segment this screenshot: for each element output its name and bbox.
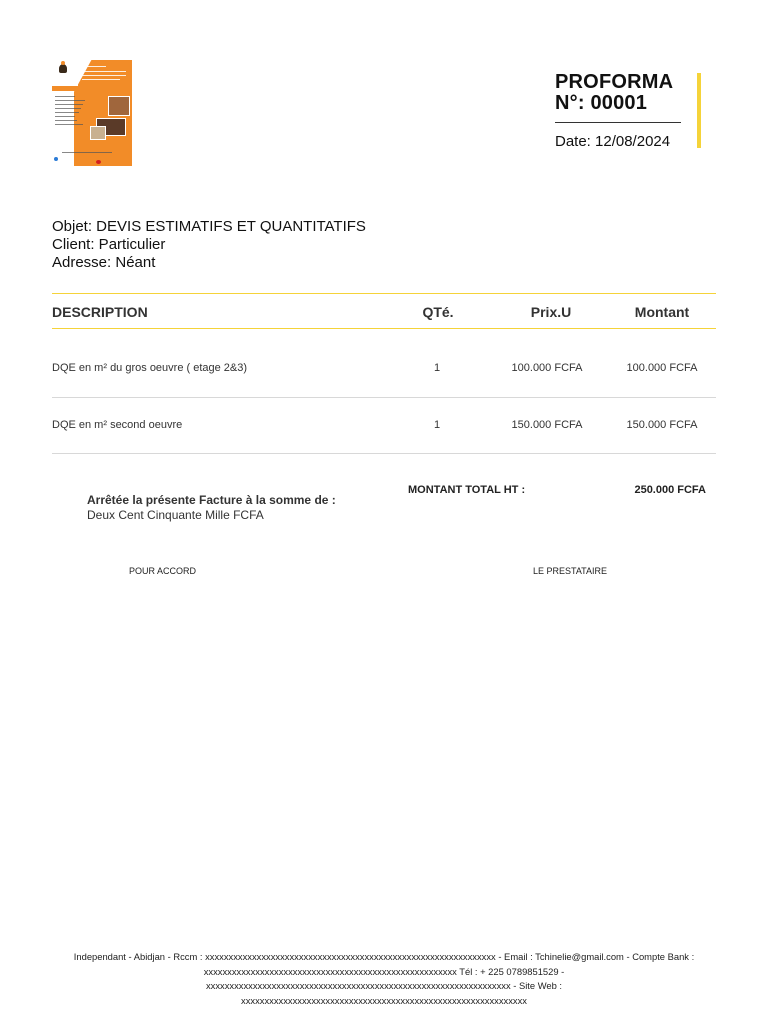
objet-line: Objet: DEVIS ESTIMATIFS ET QUANTITATIFS [52,218,366,235]
footer-line: xxxxxxxxxxxxxxxxxxxxxxxxxxxxxxxxxxxxxxxxxxxxxxxxxxxxxxxxxxxxxxxxx - Site Web : [205,980,563,991]
table-row [52,329,716,398]
footer-line: xxxxxxxxxxxxxxxxxxxxxxxxxxxxxxxxxxxxxxxxxxxxxxxxxxxxxx Tél : + 225 0789851529 - [203,965,565,977]
arrete-label: Arrêtée la présente Facture à la somme de : [87,493,336,507]
amount-in-words [87,493,336,523]
adresse-line: Adresse: Néant [52,254,156,271]
page-footer [52,950,716,1008]
row-qty: 1 [433,362,441,374]
row-description: DQE en m² second oeuvre [52,419,183,431]
document-title: PROFORMA [555,71,674,93]
document-info [52,218,366,272]
signature-provider: LE PRESTATAIRE [533,566,608,576]
phone-icon [54,157,58,161]
header-qty: QTé. [422,304,454,320]
row-amount: 150.000 FCFA [626,419,698,431]
signature-client: POUR ACCORD [129,566,197,576]
web-icon [96,160,101,164]
table-row [52,398,716,454]
items-table [52,293,716,454]
title-divider [555,122,681,123]
row-unit-price: 100.000 FCFA [511,362,583,374]
footer-line: xxxxxxxxxxxxxxxxxxxxxxxxxxxxxxxxxxxxxxxxxxxxxxxxxxxxxxxxxxxxx [241,994,527,1006]
emblem-icon [59,64,67,73]
row-description: DQE en m² du gros oeuvre ( etage 2&3) [52,362,248,374]
table-header [52,293,716,329]
row-qty: 1 [433,419,441,431]
arrete-words: Deux Cent Cinquante Mille FCFA [87,508,264,522]
document-number: N°: 00001 [555,92,648,114]
total-label: MONTANT TOTAL HT : [408,484,526,496]
document-header [555,72,705,150]
header-description: DESCRIPTION [52,304,148,320]
footer-line: Independant - Abidjan - Rccm : xxxxxxxxxxxxxxxxxxxxxxxxxxxxxxxxxxxxxxxxxxxxxxxxxxxxxxxxxxxxxx - Email : Tchinelie@gmail.com - Compte Bank : [73,951,695,962]
header-amount: Montant [634,304,690,320]
total-value: 250.000 FCFA [634,484,706,496]
company-logo [52,60,132,166]
accent-bar [697,73,701,148]
row-amount: 100.000 FCFA [626,362,698,374]
client-line: Client: Particulier [52,236,166,253]
header-unit-price: Prix.U [530,304,572,320]
row-unit-price: 150.000 FCFA [511,419,583,431]
document-date: Date: 12/08/2024 [555,133,671,150]
